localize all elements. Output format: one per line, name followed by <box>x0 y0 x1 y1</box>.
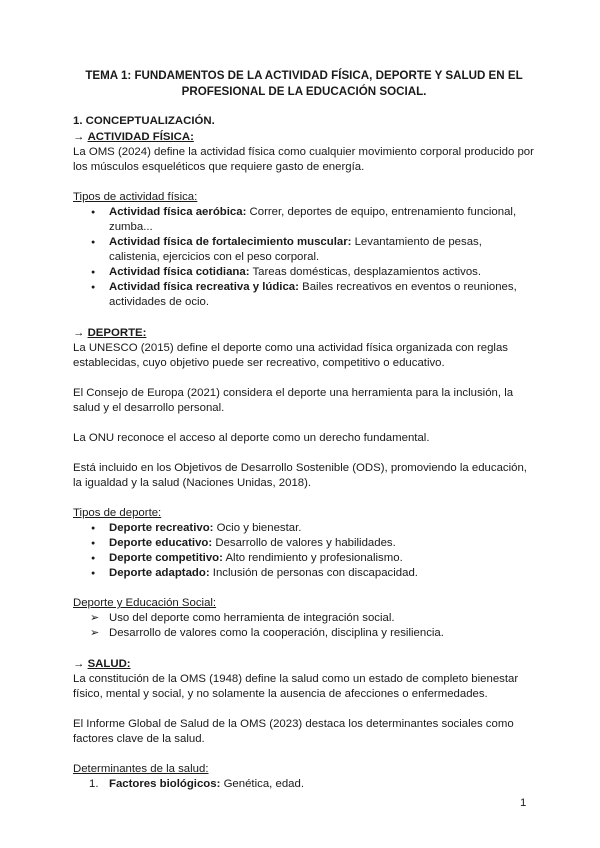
list-item: ● Deporte recreativo: Ocio y bienestar. <box>109 521 535 536</box>
salud-paragraph: La constitución de la OMS (1948) define la salud como un estado de completo bienestar físico, mental y social, y no solamente la ausencia de afecciones o enfermedades. <box>73 673 519 700</box>
list-item: ● Actividad física cotidiana: Tareas domésticas, desplazamientos activos. <box>109 265 535 280</box>
list-item: ● Actividad física recreativa y lúdica: Bailes recreativos en eventos o reuniones, actividades de ocio. <box>109 280 535 310</box>
arrow-icon: → <box>73 658 85 670</box>
list-item: ● Deporte competitivo: Alto rendimiento y profesionalismo. <box>109 551 535 566</box>
deporte-paragraph: La UNESCO (2015) define el deporte como una actividad física organizada con reglas establecidas, cuyo objetivo puede ser recreativo, competitivo o educativo. <box>73 342 508 369</box>
deporte-paragraph: Está incluido en los Objetivos de Desarrollo Sostenible (ODS), promoviendo la educación, la igualdad y la salud (Naciones Unidas, 2018). <box>73 462 527 489</box>
arrow-icon: → <box>73 131 85 143</box>
list-item: ● Actividad física aeróbica: Correr, deportes de equipo, entrenamiento funcional, zumba... <box>109 205 535 235</box>
deporte-types-list <box>73 521 535 581</box>
deporte-label: DEPORTE: <box>87 327 147 339</box>
deporte-educacion-list <box>73 611 535 641</box>
list-item: 1. Factores biológicos: Genética, edad. <box>89 778 304 790</box>
list-item: ➢ Desarrollo de valores como la cooperación, disciplina y resiliencia. <box>109 626 535 641</box>
salud-paragraph: El Informe Global de Salud de la OMS (2023) destaca los determinantes sociales como factores clave de la salud. <box>73 718 514 745</box>
deporte-educacion-label: Deporte y Educación Social: <box>73 597 217 609</box>
title-line-2: PROFESIONAL DE LA EDUCACIÓN SOCIAL. <box>181 85 427 98</box>
arrow-icon: → <box>73 327 85 339</box>
deporte-types-label: Tipos de deporte: <box>73 507 162 519</box>
determinantes-list <box>73 777 535 792</box>
section-heading: 1. CONCEPTUALIZACIÓN. <box>73 115 215 127</box>
actividad-fisica-types-label: Tipos de actividad física: <box>73 191 198 203</box>
salud-label: SALUD: <box>87 658 131 670</box>
page-number: 1 <box>520 797 527 809</box>
actividad-fisica-label: ACTIVIDAD FÍSICA: <box>87 131 194 143</box>
deporte-paragraph: La ONU reconoce el acceso al deporte como un derecho fundamental. <box>73 432 430 444</box>
document-title <box>73 68 535 100</box>
deporte-heading <box>73 325 535 341</box>
salud-heading <box>73 656 535 672</box>
determinantes-label: Determinantes de la salud: <box>73 763 209 775</box>
list-item: ● Deporte adaptado: Inclusión de personas con discapacidad. <box>109 566 535 581</box>
document-page <box>73 68 535 792</box>
actividad-fisica-types-list <box>73 205 535 310</box>
list-item: ● Actividad física de fortalecimiento muscular: Levantamiento de pesas, calistenia, ejercicios con el peso corporal. <box>109 235 535 265</box>
actividad-fisica-definition: La OMS (2024) define la actividad física como cualquier movimiento corporal producido por los músculos esqueléticos que requiere gasto de energía. <box>73 146 534 173</box>
list-item: ● Deporte educativo: Desarrollo de valores y habilidades. <box>109 536 535 551</box>
title-line-1: TEMA 1: FUNDAMENTOS DE LA ACTIVIDAD FÍSICA, DEPORTE Y SALUD EN EL <box>85 69 523 82</box>
actividad-fisica-heading <box>73 129 535 145</box>
list-item: ➢ Uso del deporte como herramienta de integración social. <box>109 611 535 626</box>
deporte-paragraph: El Consejo de Europa (2021) considera el deporte una herramienta para la inclusión, la salud y el desarrollo personal. <box>73 387 514 414</box>
